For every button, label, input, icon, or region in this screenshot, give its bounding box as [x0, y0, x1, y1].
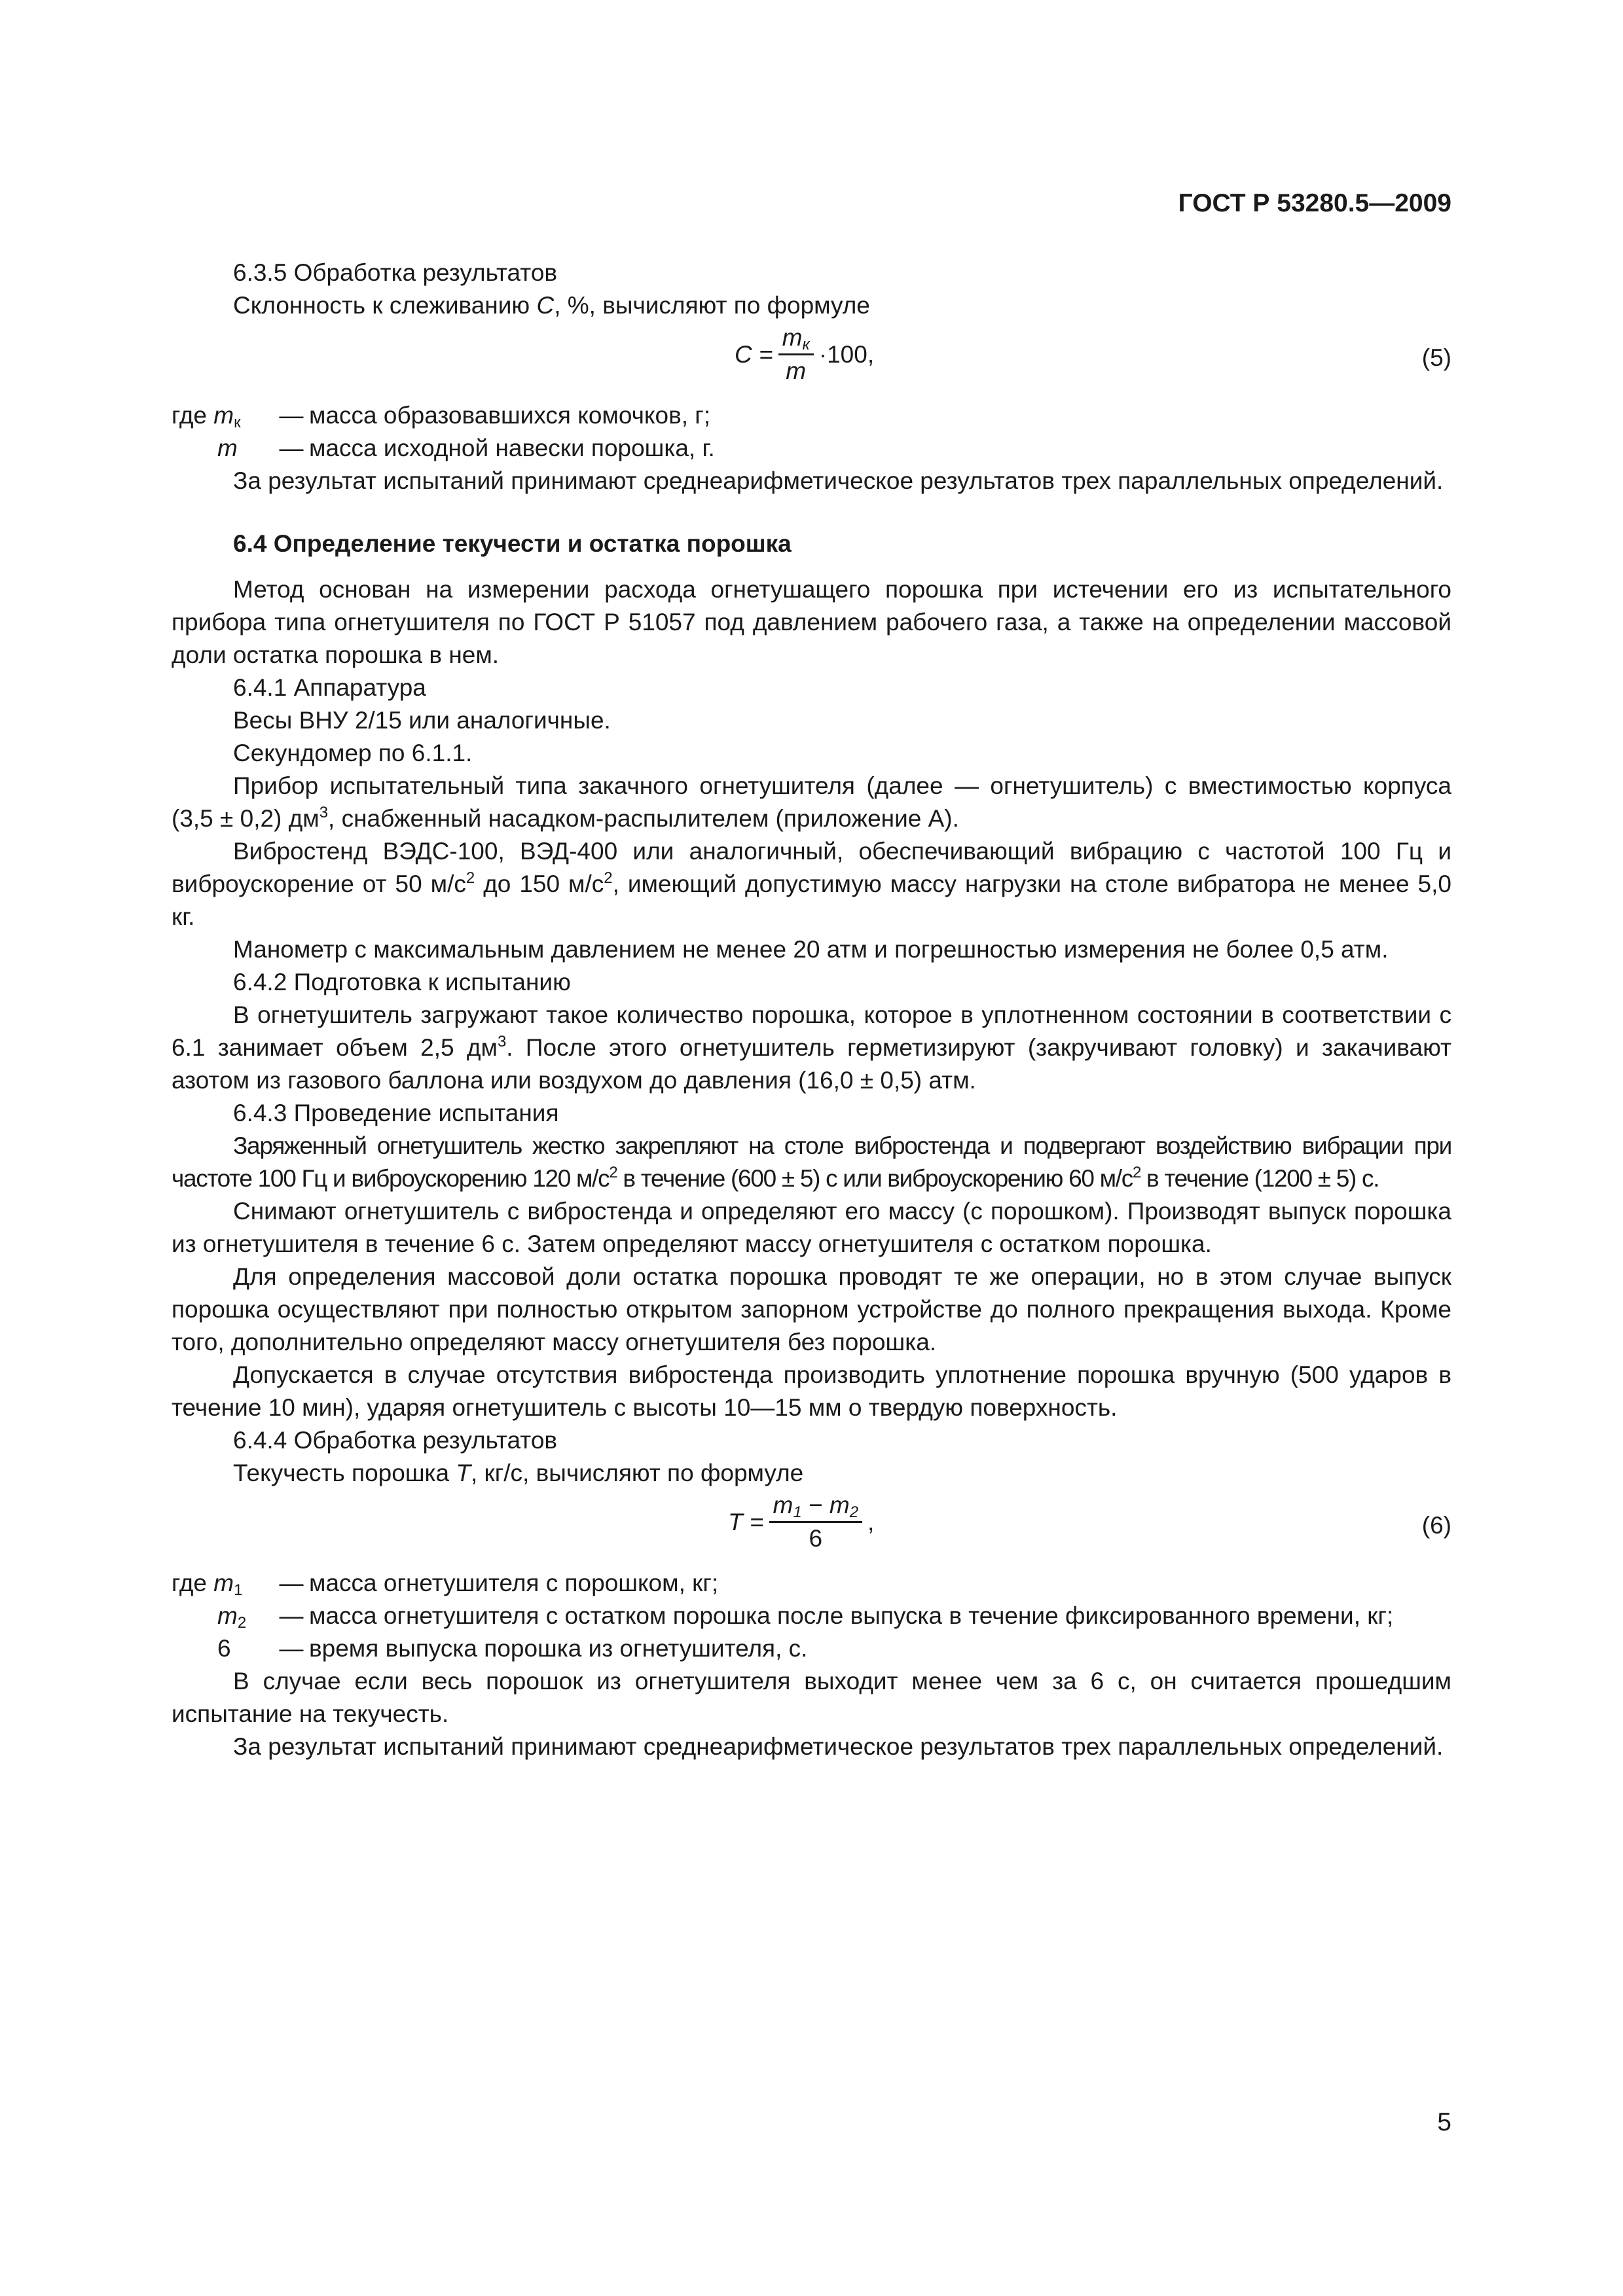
page-number: 5 — [1437, 2108, 1451, 2136]
where-row: где $m_к$ — масса образовавшихся комочков, г; — [172, 402, 711, 431]
section-title-6-4-2: 6.4.2 Подготовка к испытанию — [233, 969, 571, 996]
test-paragraph: Для определения массовой доли остатка порошка проводят те же операции, но в этом случае выпуск порошка осуществляют при полностью открытом запорном устройстве до полного прекращения выхода. Кроме того, дополнительно определяют массу огнетушителя без порошка. — [172, 1263, 1451, 1355]
where-row: $m_2$ — масса огнетушителя с остатком порошка после выпуска в течение фиксированного времени, кг; — [217, 1602, 1394, 1632]
test-paragraph: Снимают огнетушитель с вибростенда и определяют его массу (с порошком). Производят выпуск порошка из огнетушителя в течение 6 с. Затем определяют массу огнетушителя с остатком порошка. — [172, 1198, 1451, 1257]
where-row: m — масса исходной навески порошка, г. — [217, 435, 715, 461]
device-paragraph: Прибор испытательный типа закачного огнетушителя (далее — огнетушитель) с вместимостью корпуса (3,5 ± 0,2) $дм^3$, снабженный насадком-распылителем (приложение А). — [172, 772, 1451, 832]
equipment-item: Весы ВНУ 2/15 или аналогичные. — [233, 707, 611, 734]
test-paragraph: Допускается в случае отсутствия вибростенда производить уплотнение порошка вручную (500 ударов в течение 10 мин), ударяя огнетушитель с высоты 10—15 мм о твердую поверхность. — [172, 1361, 1451, 1421]
formula-number: (5) — [1421, 344, 1451, 371]
note-paragraph: В случае если весь порошок из огнетушителя выходит менее чем за 6 с, он считается прошедшим испытание на текучесть. — [172, 1668, 1451, 1727]
where-row: где $m_1$ — масса огнетушителя с порошком, кг; — [172, 1570, 719, 1599]
formula-5 — [172, 322, 1451, 399]
formula-intro-6: Текучесть порошка Т, кг/с, вычисляют по формуле — [233, 1460, 804, 1486]
formula-5-expression: С = $\frac{m_к}{m}$ ·100, — [735, 322, 874, 387]
formula-6-expression: Т = $\frac{m_1 - m_2}{6}$ , — [728, 1490, 874, 1554]
test-paragraph: Заряженный огнетушитель жестко закрепляют на столе вибростенда и подвергают воздействию вибрации при частоте 100 Гц и виброускорению 120 $м/с^2$ в течение (600 ± 5) с или виброускорению 60 $м/с^2$ в течение (1200 ± 5) с. — [172, 1132, 1451, 1192]
fraction: $\frac{m_к}{m}$ — [778, 322, 814, 387]
result-paragraph: За результат испытаний принимают среднеарифметическое результатов трех параллельных определений. — [233, 1733, 1444, 1760]
fraction: $\frac{m_1 - m_2}{6}$ — [769, 1490, 863, 1554]
equipment-item: Секундомер по 6.1.1. — [233, 740, 473, 766]
formula-number: (6) — [1421, 1512, 1451, 1539]
document-body — [172, 257, 1451, 1763]
section-title-6-3-5: 6.3.5 Обработка результатов — [233, 259, 558, 286]
section-title-6-4-3: 6.4.3 Проведение испытания — [233, 1100, 559, 1126]
method-paragraph: Метод основан на измерении расхода огнетушащего порошка при истечении его из испытательного прибора типа огнетушителя по ГОСТ Р 51057 под давлением рабочего газа, а также на определении массовой доли остатка порошка в нем. — [172, 576, 1451, 668]
standard-code: ГОСТ Р 53280.5—2009 — [1178, 189, 1451, 217]
result-paragraph: За результат испытаний принимают среднеарифметическое результатов трех параллельных определений. — [233, 467, 1444, 494]
formula-6 — [172, 1490, 1451, 1567]
formula-intro-5: Склонность к слеживанию С, %, вычисляют по формуле — [233, 292, 870, 319]
section-title-6-4-1: 6.4.1 Аппаратура — [233, 674, 426, 701]
manometer-paragraph: Манометр с максимальным давлением не менее 20 атм и погрешностью измерения не более 0,5 атм. — [233, 936, 1389, 963]
section-heading-6-4: 6.4 Определение текучести и остатка порошка — [233, 530, 792, 557]
vibrostand-paragraph: Вибростенд ВЭДС-100, ВЭД-400 или аналогичный, обеспечивающий вибрацию с частотой 100 Гц и виброускорение от 50 $м/с^2$ до 150 $м/с^2$, имеющий допустимую массу нагрузки на столе вибратора не менее 5,0 кг. — [172, 838, 1451, 930]
where-row: 6 — время выпуска порошка из огнетушителя, с. — [217, 1635, 808, 1662]
section-title-6-4-4: 6.4.4 Обработка результатов — [233, 1427, 558, 1454]
preparation-paragraph: В огнетушитель загружают такое количество порошка, которое в уплотненном состоянии в соответствии с 6.1 занимает объем 2,5 $дм^3$. После этого огнетушитель герметизируют (закручивают головку) и закачивают азотом из газового баллона или воздухом до давления (16,0 ± 0,5) атм. — [172, 1001, 1451, 1094]
